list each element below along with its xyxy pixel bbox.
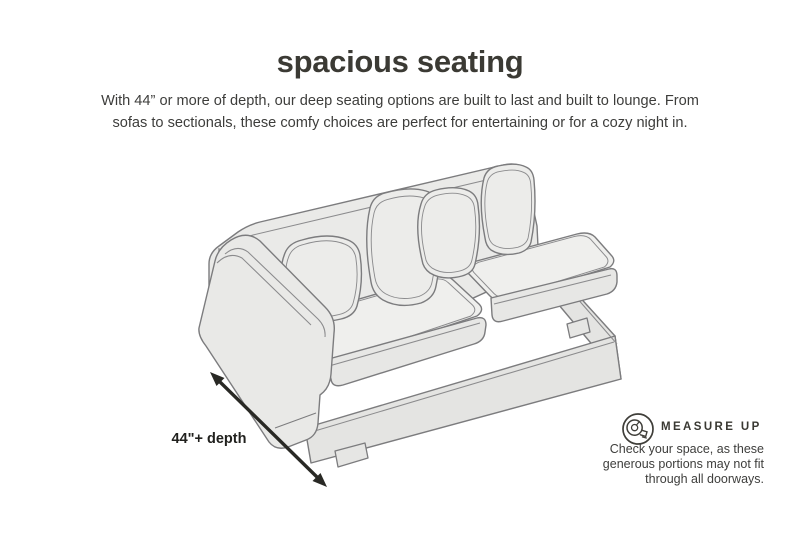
depth-dimension-label: 44"+ depth <box>171 431 247 447</box>
measure-up-note-line-3: through all doorways. <box>645 471 764 486</box>
intro-text <box>60 90 740 134</box>
page-title: spacious seating <box>276 44 524 79</box>
measure-up-icon <box>621 412 655 446</box>
intro-line-2: sofas to sectionals, these comfy choices are perfect for entertaining or for a cozy night in. <box>112 115 688 131</box>
intro-line-1: With 44” or more of depth, our deep seating options are built to last and built to lounge. From <box>101 93 699 109</box>
measure-up-note <box>524 442 764 486</box>
measure-up-heading: MEASURE UP <box>661 421 762 433</box>
tape-measure-icon <box>623 414 653 444</box>
measure-up-note-line-1: Check your space, as these <box>609 442 764 456</box>
measure-up-note-line-2: generous portions may not fit <box>602 456 764 471</box>
